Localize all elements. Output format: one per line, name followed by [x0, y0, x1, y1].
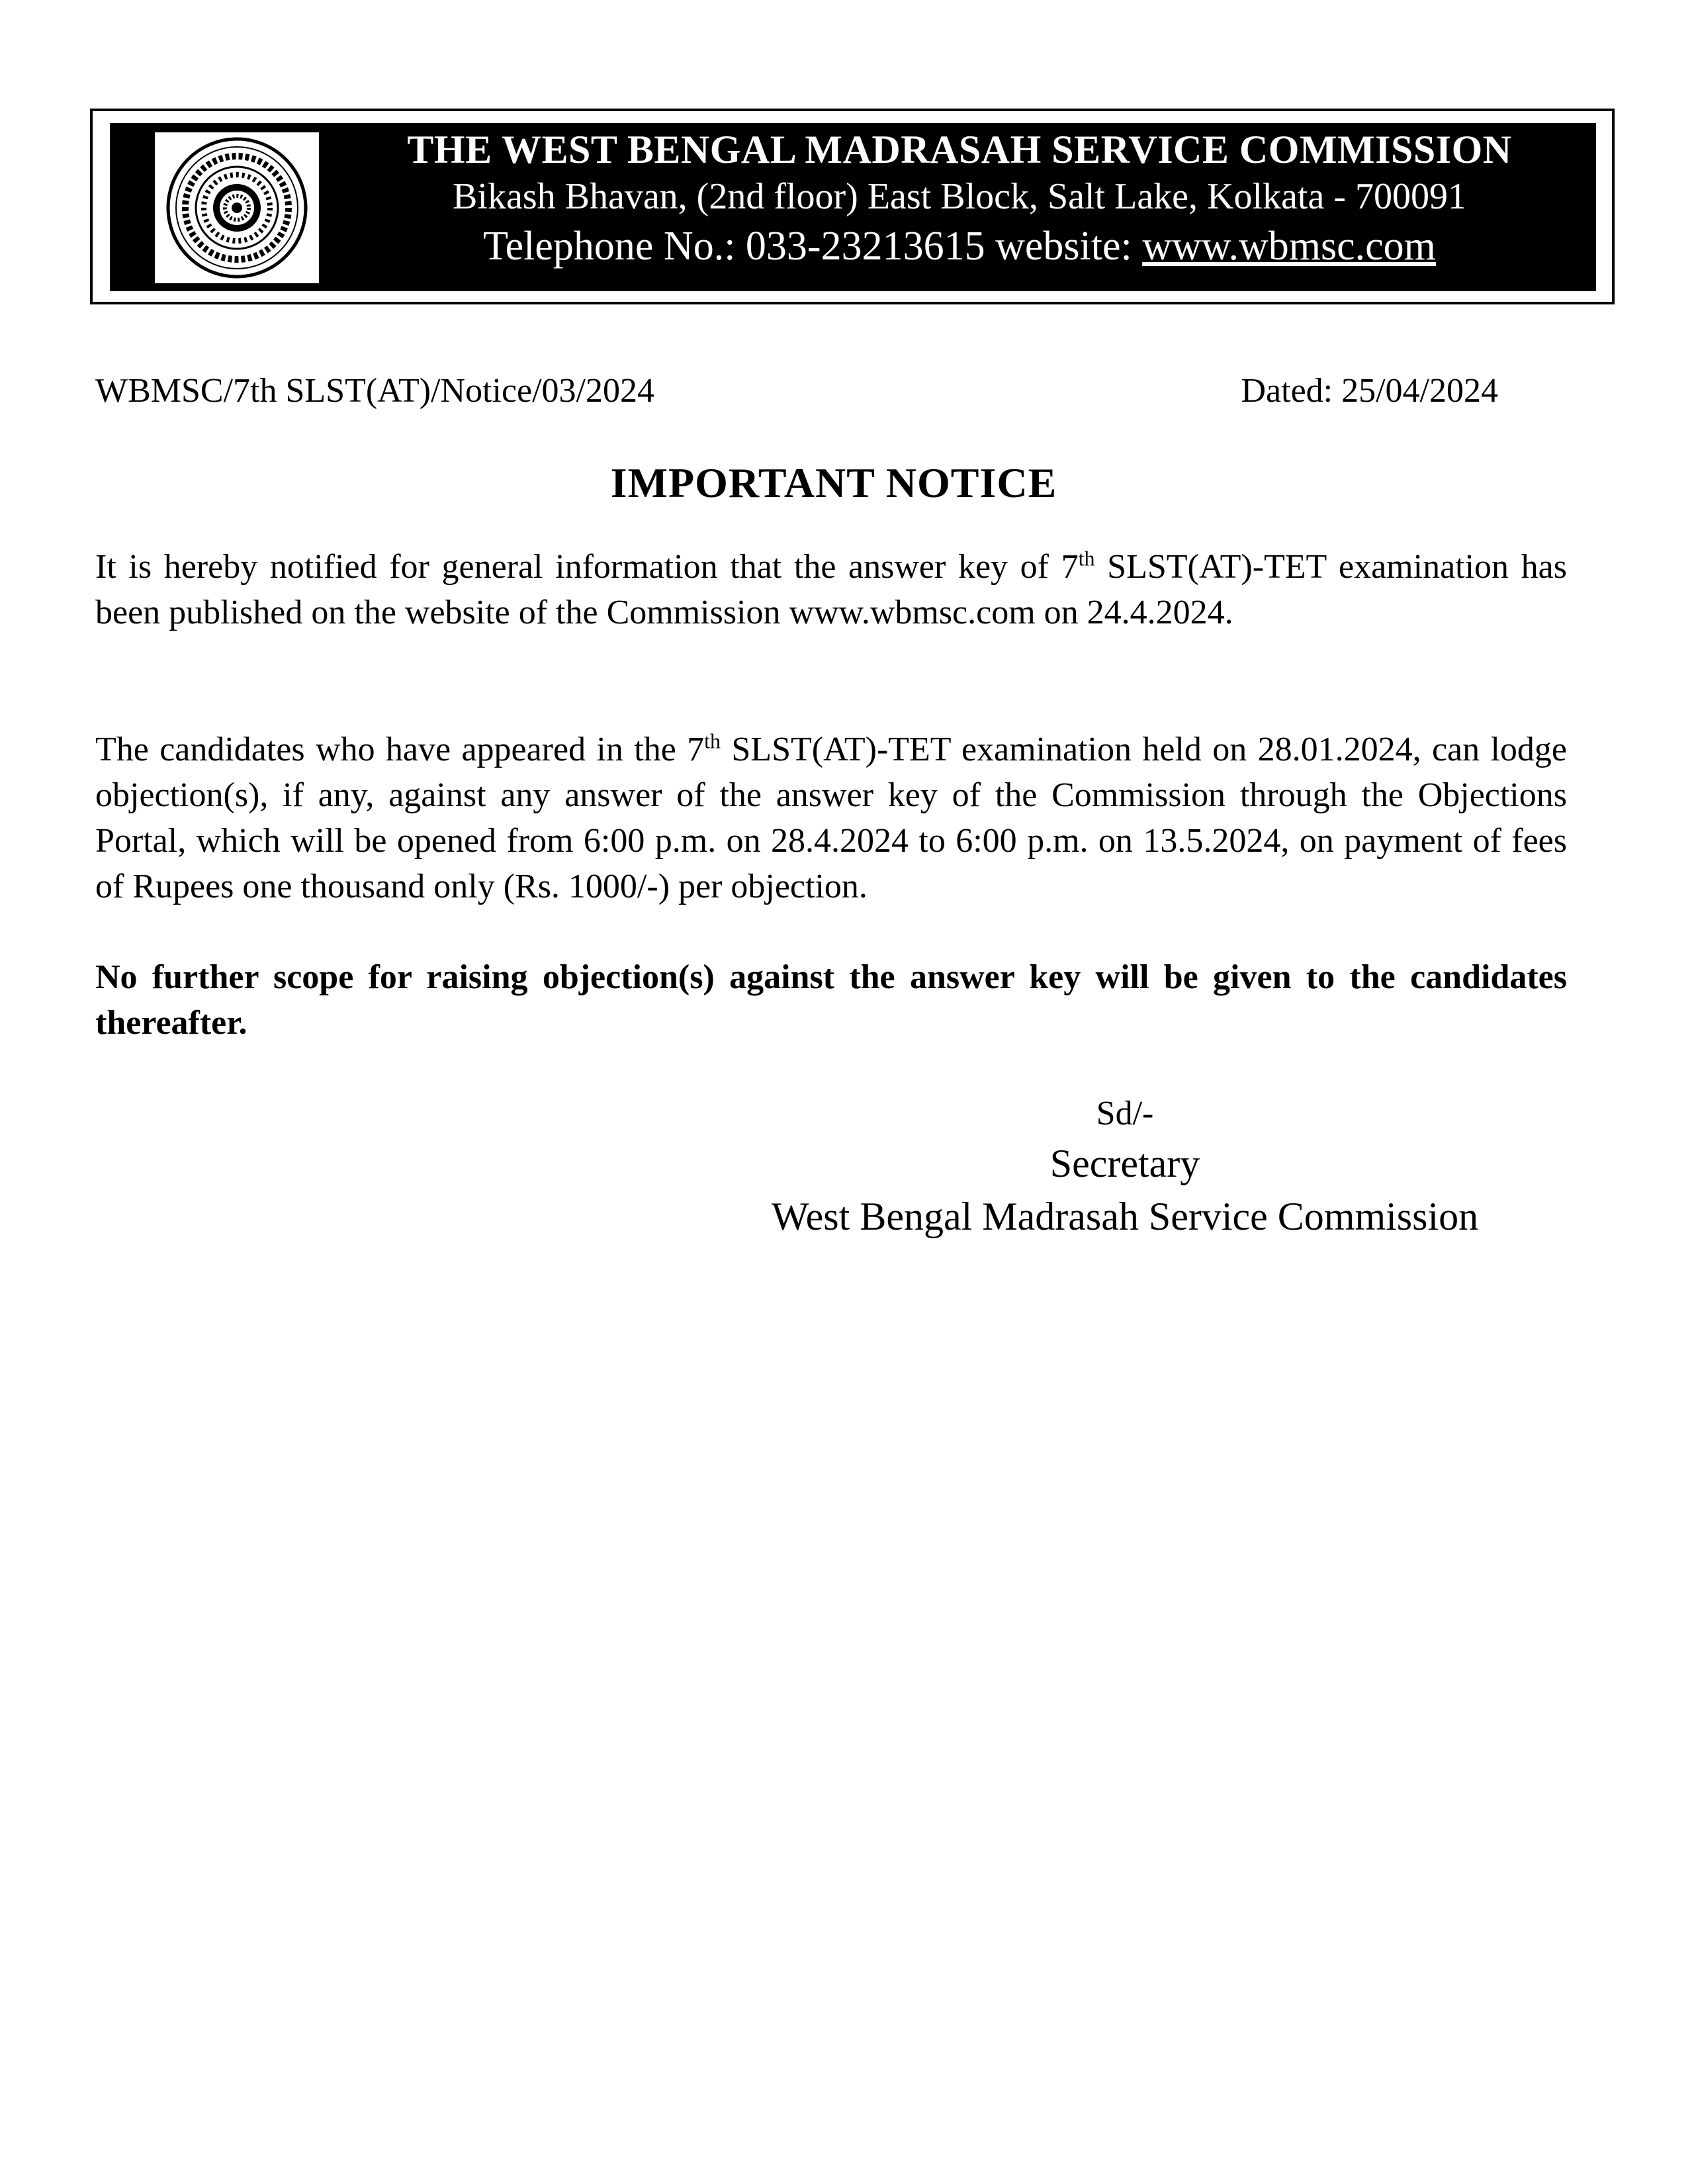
org-name: THE WEST BENGAL MADRASAH SERVICE COMMISSION: [407, 128, 1512, 171]
signatory-designation: Secretary: [1049, 1142, 1200, 1185]
org-address: Bikash Bhavan, (2nd floor) East Block, Salt Lake, Kolkata - 700091: [453, 176, 1466, 217]
signature-sd: Sd/-: [1096, 1095, 1154, 1132]
paragraph1-text-b: SLST(AT)-TET examination has been published on the website of the Commission www.wbmsc.com on 24.4.2024.: [95, 548, 1567, 631]
paragraph-no-further-scope: No further scope for raising objection(s) against the answer key will be given to the candidates thereafter.: [95, 958, 1567, 1042]
letterhead-text: [331, 126, 1588, 273]
signatory-organization: West Bengal Madrasah Service Commission: [771, 1195, 1479, 1238]
telephone-text: Telephone No.: 033-23213615 website:: [483, 224, 1143, 269]
reference-number: WBMSC/7th SLST(AT)/Notice/03/2024: [95, 372, 654, 410]
reference-line: [95, 368, 1498, 414]
paragraph1-superscript: th: [1078, 546, 1095, 570]
commission-seal-icon: [155, 132, 319, 283]
paragraph-answer-key: [95, 544, 1567, 635]
paragraph2-text-a: The candidates who have appeared in the 7: [95, 731, 705, 768]
notice-date: Dated: 25/04/2024: [1241, 372, 1498, 410]
org-contact: [331, 220, 1588, 273]
paragraph-objection: [95, 727, 1567, 909]
notice-title: IMPORTANT NOTICE: [610, 459, 1057, 506]
paragraph2-superscript: th: [704, 729, 721, 753]
paragraph1-text-a: It is hereby notified for general information that the answer key of 7: [95, 548, 1079, 586]
website-link[interactable]: www.wbmsc.com: [1142, 224, 1436, 269]
signature-block: [662, 1091, 1588, 1243]
paragraph2-text-b: SLST(AT)-TET examination held on 28.01.2024, can lodge objection(s), if any, against any answer of the answer key of the Commission through the Objections Portal, which will be opened from 6:00 p.m. on 28.4.2024 to 6:00 p.m. on 13.5.2024, on payment of fees of Rupees one thousand only (Rs. 1000/-) per objection.: [95, 731, 1568, 905]
